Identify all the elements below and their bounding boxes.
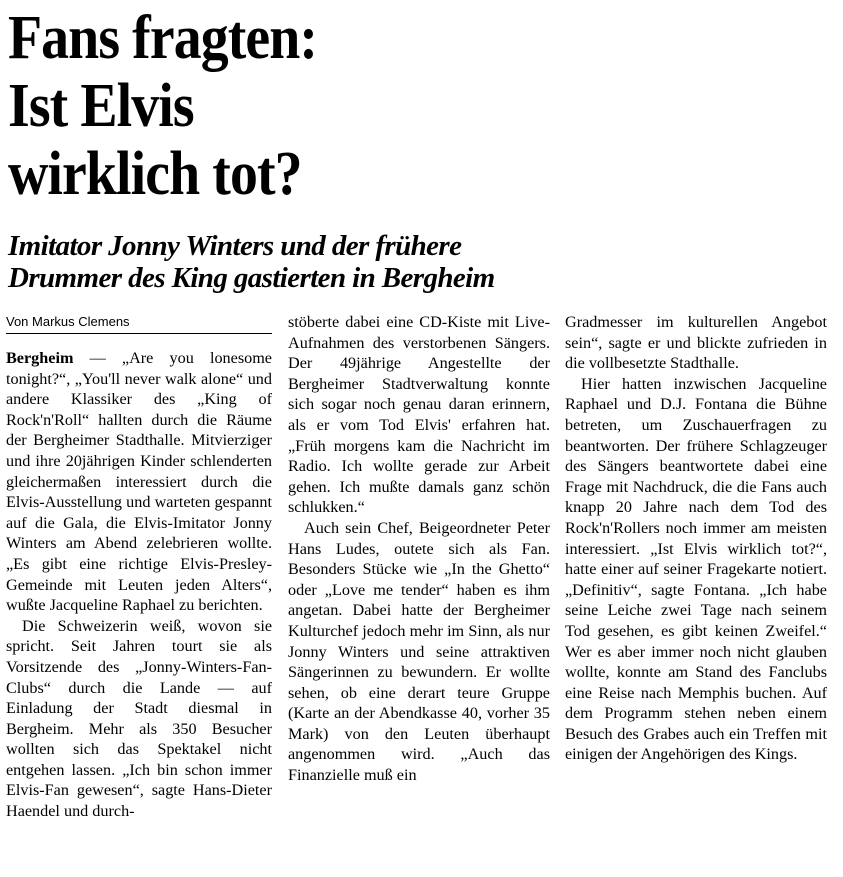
byline: Von Markus Clemens <box>6 312 272 334</box>
paragraph-6: Hier hatten inzwischen Jacqueline Raphael und D.J. Fontana die Bühne betreten, um Zuschauerfragen zu beantworten. Der frühere Schlagzeuger des Sängers beantwortete dabei eine Frage mit Nachdruck, die die Fans auch knapp 20 Jahre nach dem Tod des Rock'n'Rollers noch immer am meisten interessiert. „Ist Elvis wirklich tot?“, hatte einer auf seiner Fragekarte notiert. „Definitiv“, sagte Fontana. „Ich habe seine Leiche zwei Tage nach seinem Tod gesehen, es gibt keinen Zweifel.“ Wer es aber immer noch nicht glauben wollte, konnte am Stand des Fanclubs eine Reise nach Memphis buchen. Auf dem Programm stehen neben einem Besuch des Grabes auch ein Treffen mit einigen der Angehörigen des Kings. <box>565 374 827 764</box>
paragraph-4: Auch sein Chef, Beigeordneter Peter Hans Ludes, outete sich als Fan. Besonders Stücke wie „In the Ghetto“ oder „Love me tender“ haben es ihm angetan. Dabei hatte der Bergheimer Kulturchef jedoch mehr im Sinn, als nur Jonny Winters und seine attraktiven Sängerinnen zu bewundern. Er wollte sehen, ob eine derart teure Gruppe (Karte an der Abendkasse 40, vorher 35 Mark) von den Leuten überhaupt angenommen wird. „Auch das Finanzielle muß ein <box>288 518 550 785</box>
headline-line-2: Ist Elvis <box>8 72 194 140</box>
paragraph-5: Gradmesser im kulturellen Angebot sein“, sagte er und blickte zufrieden in die vollbesetzte Stadthalle. <box>565 313 827 373</box>
paragraph-1-text: — „Are you lonesome tonight?“, „You'll never walk alone“ und andere Klassiker des „King of Rock'n'Roll“ hallten durch die Räume der Bergheimer Stadthalle. Mitvierziger und ihre 20jährigen Kinder schlenderten gleichermaßen interessiert durch die Elvis-Ausstellung und warteten gespannt auf die Gala, die Elvis-Imitator Jonny Winters am Abend zelebrieren wollte. „Es gibt eine richtige Elvis-Presley-Gemeinde mit Leuten jeden Alters“, wußte Jacqueline Raphael zu berichten. <box>6 349 272 615</box>
headline <box>8 4 638 208</box>
subheadline-line-1: Imitator Jonny Winters und der frühere <box>8 230 462 262</box>
paragraph-3: stöberte dabei eine CD-Kiste mit Live-Aufnahmen des verstorbenen Sängers. Der 49jährige Angestellte der Bergheimer Stadtverwaltung konnte sich sogar noch genau daran erinnern, als er vom Tod Elvis' erfahren hat. „Früh morgens kam die Nachricht im Radio. Ich wollte gerade zur Arbeit gehen. Ich mußte damals ganz schön schlukken.“ <box>288 313 550 517</box>
headline-line-3: wirklich tot? <box>8 140 302 208</box>
subheadline-line-2: Drummer des King gastierten in Bergheim <box>8 262 495 294</box>
article-column-2 <box>288 312 550 786</box>
headline-line-1: Fans fragten: <box>8 4 318 72</box>
paragraph-1 <box>6 348 272 616</box>
paragraph-2: Die Schweizerin weiß, wovon sie spricht. Seit Jahren tourt sie als Vorsitzende des „Jonny-Winters-Fan-Clubs“ durch die Lande — auf Einladung der Stadt diesmal in Bergheim. Mehr als 350 Besucher wollten sich das Spektakel nicht entgehen lassen. „Ich bin schon immer Elvis-Fan gewesen“, sagte Hans-Dieter Haendel und durch- <box>6 616 272 821</box>
subheadline <box>8 230 838 294</box>
article-column-1 <box>6 312 272 822</box>
article-column-3 <box>565 312 827 765</box>
dateline: Bergheim <box>6 349 74 367</box>
